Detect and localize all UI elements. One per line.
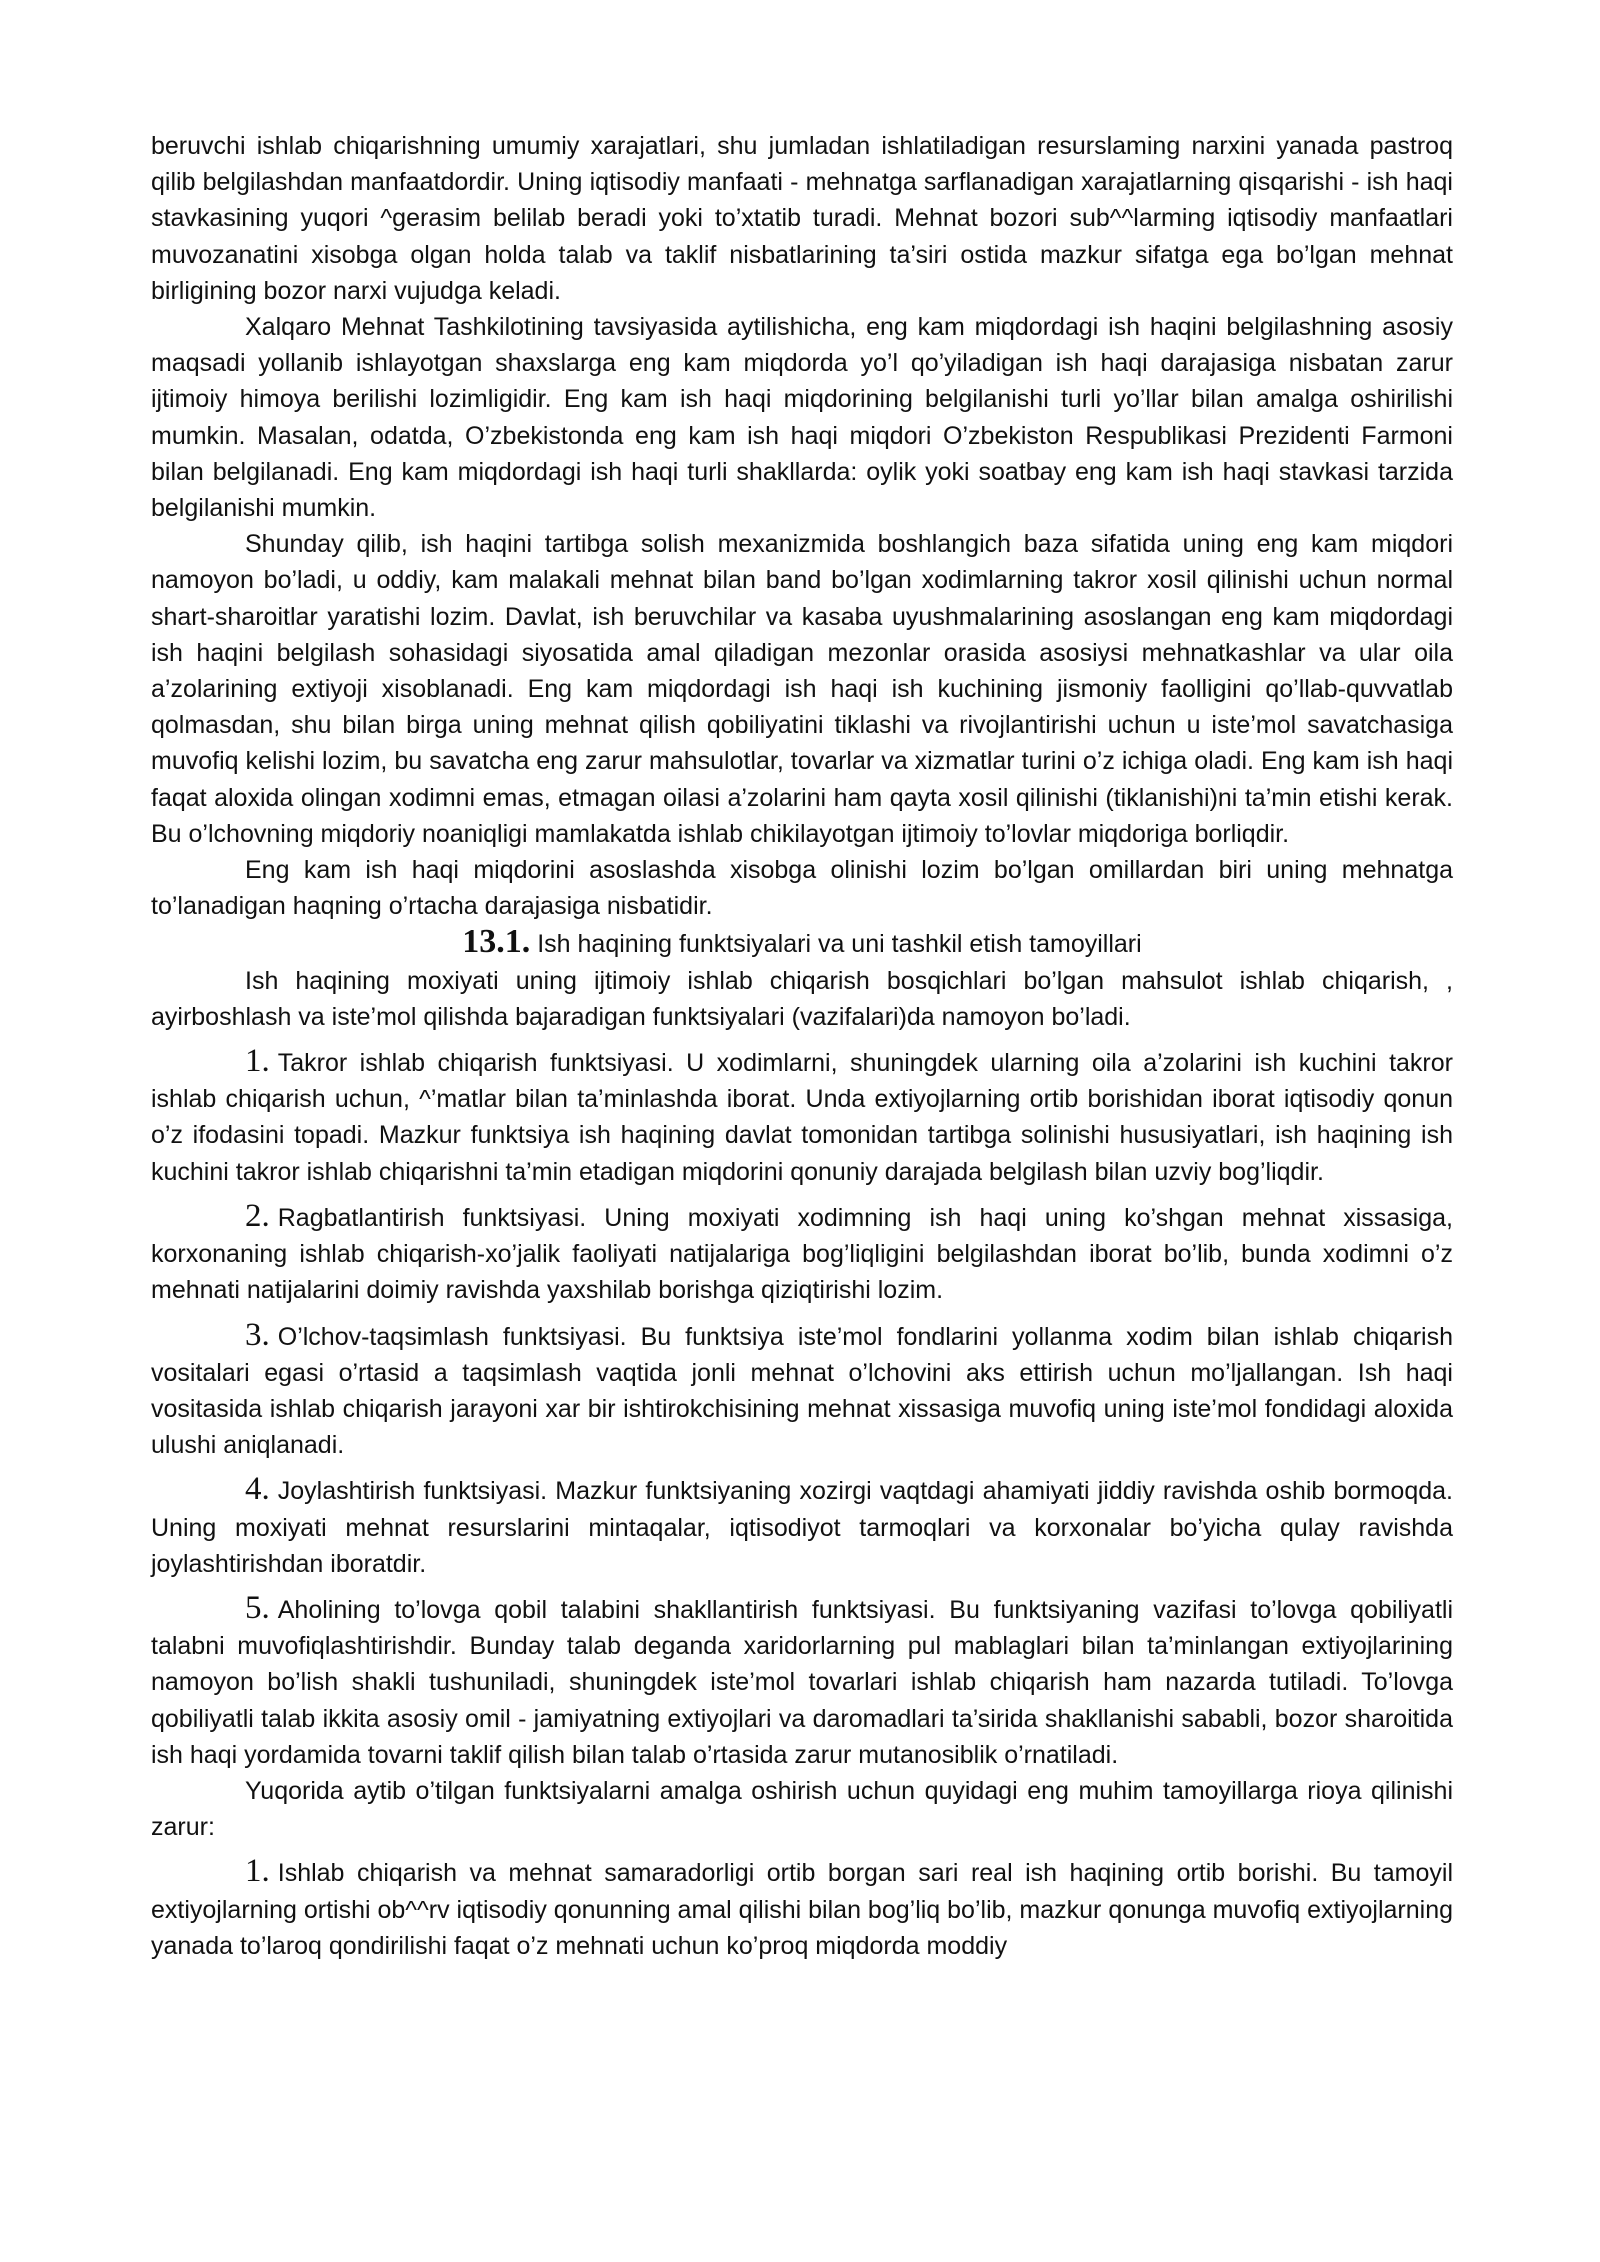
- function-number: 4.: [245, 1471, 270, 1508]
- paragraph-functions-intro: Ish haqining moxiyati uning ijtimoiy ishlab chiqarish bosqichlari bo’lgan mahsulot ishlab chiqarish, , ayirboshlash va iste’mol qilishda bajaradigan funktsiyalari (vazifalari)da namoyon bo’ladi.: [151, 966, 1453, 1031]
- function-number: 1.: [245, 1043, 270, 1080]
- function-text: Aholining to’lovga qobil talabini shakllantirish funktsiyasi. Bu funktsiyaning vazifasi to’lovga qobiliyatli talabni muvofiqlashtirishdir. Bunday talab deganda xaridorlarning pul mablaglari bilan ta’minlangan extiyojlarining namoyon bo’lish shakli tushuniladi, shuningdek iste’mol tovarlari ishlab chiqarish ham nazarda tutiladi. To’lovga qobiliyatli talab ikkita asosiy omil - jamiyatning extiyojlari va daromadlari ta’sirida shakllanishi sababli, bozor sharoitida ish haqi yordamida tovarni taklif qilish bilan talab o’rtasida zarur mutanosiblik o’rnatiladi.: [151, 1595, 1453, 1769]
- function-item-1: [151, 1043, 1453, 1190]
- function-item-4: [151, 1471, 1453, 1582]
- function-number: 3.: [245, 1316, 270, 1353]
- function-text: Joylashtirish funktsiyasi. Mazkur funktsiyaning xozirgi vaqtdagi ahamiyati jiddiy ravishda oshib bormoqda. Uning moxiyati mehnat resurslarini mintaqalar, iqtisodiyot tarmoqlari va korxonalar bo’yicha qulay ravishda joylashtirishdan iboratdir.: [151, 1477, 1453, 1578]
- function-item-2: [151, 1198, 1453, 1309]
- paragraph-minimum-wage-factors: Eng kam ish haqi miqdorini asoslashda xisobga olinishi lozim bo’lgan omillardan biri uning mehnatga to’lanadigan haqning o’rtacha darajasiga nisbatidir.: [151, 856, 1453, 921]
- function-text: O’lchov-taqsimlash funktsiyasi. Bu funktsiya iste’mol fondlarini yollanma xodim bilan ishlab chiqarish vositalari egasi o’rtasid a taqsimlash vaqtida jonli mehnat o’lchovini aks ettirish uchun mo’ljallangan. Ish haqi vositasida ishlab chiqarish jarayoni xar bir ishtirokchisining mehnat xissasiga muvofiq uning iste’mol fondidagi aloxida ulushi aniqlanadi.: [151, 1322, 1453, 1460]
- document-page: [151, 128, 1453, 1964]
- function-number: 5.: [245, 1589, 270, 1626]
- paragraph-minimum-wage-mechanism: Shunday qilib, ish haqini tartibga solish mexanizmida boshlangich baza sifatida uning eng kam miqdori namoyon bo’ladi, u oddiy, kam malakali mehnat bilan band bo’lgan xodimlarning takror xosil qilinishi uchun normal shart-sharoitlar yaratishi lozim. Davlat, ish beruvchilar va kasaba uyushmalarining asoslangan eng kam miqdordagi ish haqini belgilash sohasidagi siyosatida amal qiladigan mezonlar orasida asosiysi mehnatkashlar va ular oila a’zolarining extiyoji xisoblanadi. Eng kam miqdordagi ish haqi ish kuchining jismoniy faolligini qo’llab-quvvatlab qolmasdan, shu bilan birga uning mehnat qilish qobiliyatini tiklashi va rivojlantirishi uchun u iste’mol savatchasiga muvofiq kelishi lozim, bu savatcha eng zarur mahsulotlar, tovarlar va xizmatlar turini o’z ichiga oladi. Eng kam ish haqi faqat aloxida olingan xodimni emas, etmagan oilasi a’zolarini ham qayta xosil qilinishi (tiklanishi)ni ta’min etishi kerak. Bu o’lchovning miqdoriy noaniqligi mamlakatda ishlab chikilayotgan ijtimoiy to’lovlar miqdoriga borliqdir.: [151, 530, 1453, 848]
- paragraph-employer-costs: beruvchi ishlab chiqarishning umumiy xarajatlari, shu jumladan ishlatiladigan resurslaming narxini yanada pastroq qilib belgilashdan manfaatdordir. Uning iqtisodiy manfaati - mehnatga sarflanadigan xarajatlarning qisqarishi - ish haqi stavkasining yuqori ^gerasim belilab beradi yoki to’xtatib turadi. Mehnat bozori sub^^larming iqtisodiy manfaatlari muvozanatini xisobga olgan holda talab va taklif nisbatlarining ta’siri ostida mazkur sifatga ega bo’lgan mehnat birligining bozor narxi vujudga keladi.: [151, 132, 1453, 305]
- paragraph-ilo-recommendation: Xalqaro Mehnat Tashkilotining tavsiyasida aytilishicha, eng kam miqdordagi ish haqini belgilashning asosiy maqsadi yollanib ishlayotgan shaxslarga eng kam miqdorda yo’l qo’yiladigan ish haqi darajasiga nisbatan zarur ijtimoiy himoya berilishi lozimligidir. Eng kam ish haqi miqdorining belgilanishi turli yo’llar bilan amalga oshirilishi mumkin. Masalan, odatda, O’zbekistonda eng kam ish haqi miqdori O’zbekiston Respublikasi Prezidenti Farmoni bilan belgilanadi. Eng kam miqdordagi ish haqi turli shakllarda: oylik yoki soatbay eng kam ish haqi stavkasi tarzida belgilanishi mumkin.: [151, 313, 1453, 523]
- function-item-5: [151, 1590, 1453, 1773]
- function-number: 2.: [245, 1197, 270, 1234]
- section-number: 13.1.: [462, 923, 531, 961]
- section-title: Ish haqining funktsiyalari va uni tashkil etish tamoyillari: [537, 930, 1142, 959]
- function-text: Takror ishlab chiqarish funktsiyasi. U xodimlarni, shuningdek ularning oila a’zolarini ish kuchini takror ishlab chiqarish uchun, ^’matlar bilan ta’minlashda iborat. Unda extiyojlarning ortib borishidan iborat iqtisodiy qonun o’z ifodasini topadi. Mazkur funktsiya ish haqining davlat tomonidan tartibga solinishi hususiyatlari, ish haqining ish kuchini takror ishlab chiqarishni ta’min etadigan miqdorini qonuniy darajada belgilash bilan uzviy bog’liqdir.: [151, 1049, 1453, 1186]
- section-heading: [151, 924, 1453, 962]
- principle-text: Ishlab chiqarish va mehnat samaradorligi ortib borgan sari real ish haqining ortib borishi. Bu tamoyil extiyojlarning ortishi ob^^rv iqtisodiy qonunning amal qilishi bilan bog’liq bo’lib, mazkur qonunga muvofiq extiyojlarning yanada to’laroq qondirilishi faqat o’z mehnati uchun ko’proq miqdorda moddiy: [151, 1859, 1453, 1960]
- paragraph-principles-intro: Yuqorida aytib o’tilgan funktsiyalarni amalga oshirish uchun quyidagi eng muhim tamoyillarga rioya qilinishi zarur:: [151, 1776, 1453, 1842]
- principle-item-1: [151, 1853, 1453, 1964]
- function-text: Ragbatlantirish funktsiyasi. Uning moxiyati xodimning ish haqi uning ko’shgan mehnat xissasiga, korxonaning ishlab chiqarish-xo’jalik faoliyati natijalariga bog’liqligini belgilashdan iborat bo’lib, bunda xodimni o’z mehnati natijalarini doimiy ravishda yaxshilab borishga qiziqtirishi lozim.: [151, 1203, 1453, 1305]
- function-item-3: [151, 1317, 1453, 1464]
- principle-number: 1.: [245, 1853, 270, 1890]
